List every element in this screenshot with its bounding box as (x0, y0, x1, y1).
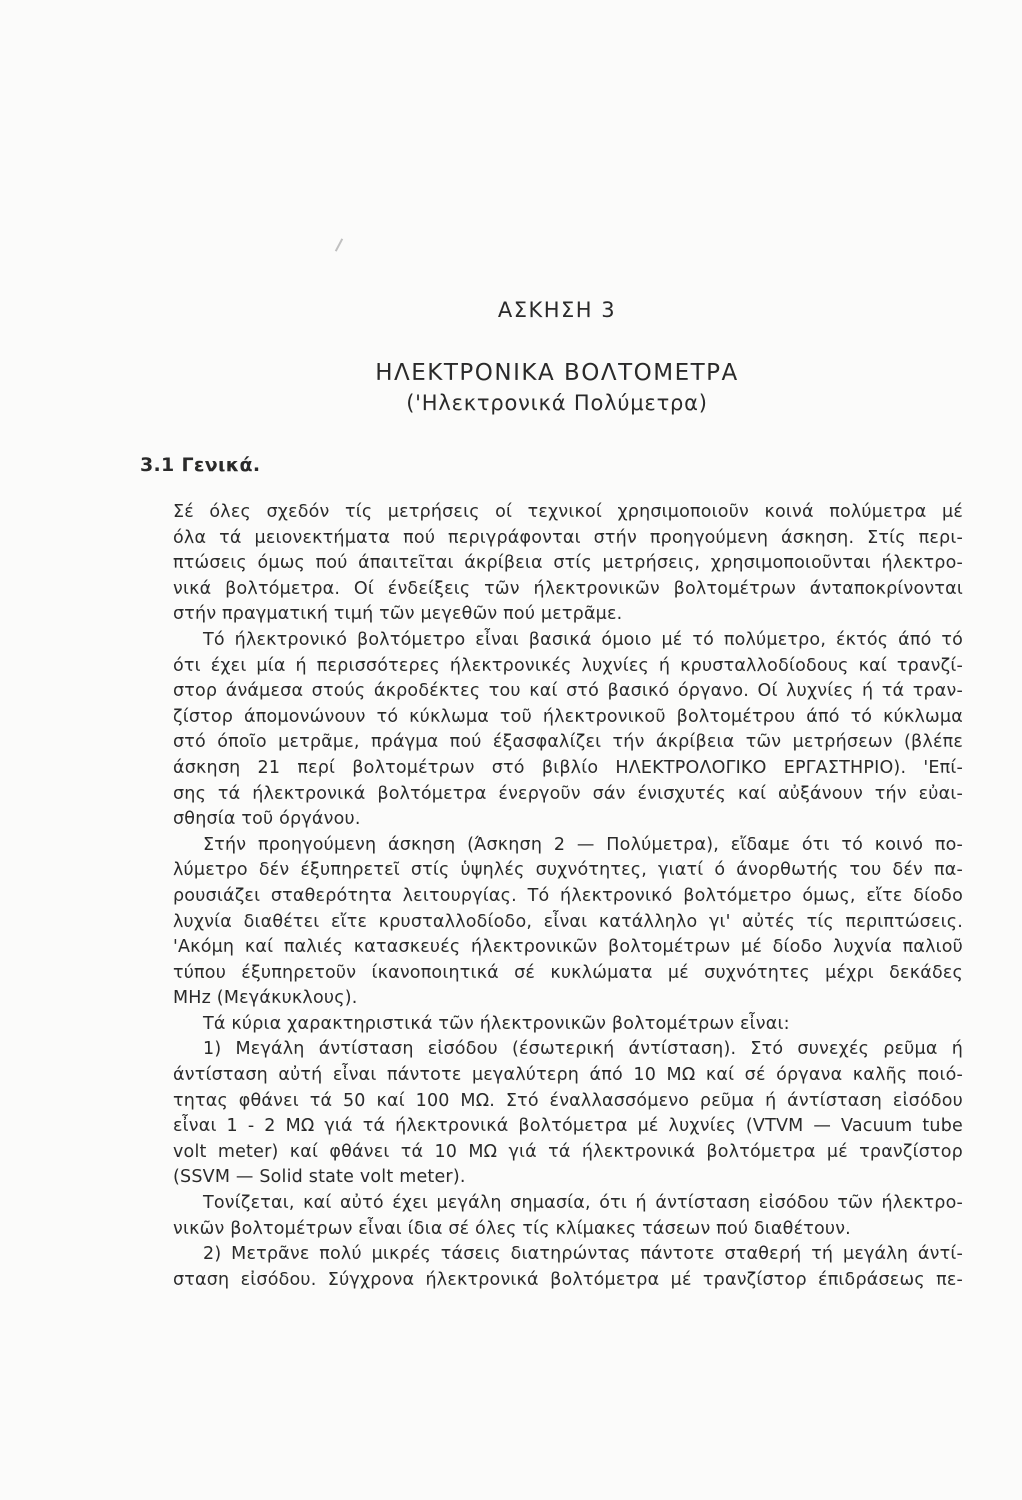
text-line: Τονίζεται, καί αὐτό έχει μεγάλη σημασία, ότι ή άντίσταση εἰσόδου τῶν ήλεκτρο- (203, 1193, 963, 1214)
text-line: νικῶν βολτομέτρων εἶναι ίδια σέ όλες τίς κλίμακες τάσεων πού διαθέτουν. (173, 1218, 851, 1239)
text-line: ζίστορ άπομονώνουν τό κύκλωμα τοῦ ήλεκτρονικοῦ βολτομέτρου άπό τό κύκλωμα (173, 706, 963, 727)
page-title: ΗΛΕΚΤΡΟΝΙΚΑ ΒΟΛΤΟΜΕΤΡΑ (375, 360, 739, 386)
text-line: (SSVM — Solid state volt meter). (173, 1167, 466, 1188)
text-line: ρουσιάζει σταθερότητα λειτουργίας. Τό ήλεκτρονικό βολτόμετρο όμως, εἴτε δίοδο (173, 885, 963, 906)
section-heading: 3.1 Γενικά. (140, 454, 261, 476)
text-line: σθησία τοῦ όργάνου. (173, 809, 361, 830)
text-line: 2) Μετρᾶνε πολύ μικρές τάσεις διατηρώντας πάντοτε σταθερή τή μεγάλη άντί- (203, 1244, 963, 1265)
text-line: πτώσεις όμως πού άπαιτεῖται άκρίβεια στίς μετρήσεις, χρησιμοποιοῦνται ήλεκτρο- (173, 553, 963, 574)
body-text (173, 500, 963, 1293)
text-line: νικά βολτόμετρα. Οί ένδείξεις τῶν ήλεκτρονικῶν βολτομέτρων άνταποκρίνονται (173, 578, 963, 599)
text-line: MHz (Μεγάκυκλους). (173, 988, 358, 1009)
text-line: λυχνία διαθέτει εἴτε κρυσταλλοδίοδο, εἶναι κατάλληλο γι' αὐτές τίς περιπτώσεις. (173, 911, 963, 932)
text-line: Τό ήλεκτρονικό βολτόμετρο εἶναι βασικά όμοιο μέ τό πολύμετρο, έκτός άπό τό (203, 629, 963, 650)
text-line: ότι έχει μία ή περισσότερες ήλεκτρονικές λυχνίες ή κρυσταλλοδίοδους καί τρανζί- (173, 655, 963, 676)
text-line: τύπου έξυπηρετοῦν ίκανοποιητικά σέ κυκλώματα μέ συχνότητες μέχρι δεκάδες (173, 962, 963, 983)
text-line: 'Ακόμη καί παλιές κατασκευές ήλεκτρονικῶν βολτομέτρων μέ δίοδο λυχνία παλιοῦ (173, 937, 963, 958)
text-line: 1) Μεγάλη άντίσταση εἰσόδου (έσωτερική άντίσταση). Στό συνεχές ρεῦμα ή (203, 1039, 963, 1060)
text-line: στήν πραγματική τιμή τῶν μεγεθῶν πού μετρᾶμε. (173, 604, 623, 625)
text-line: Τά κύρια χαρακτηριστικά τῶν ήλεκτρονικῶν βολτομέτρων εἶναι: (203, 1013, 790, 1034)
text-line: εἶναι 1 - 2 ΜΩ γιά τά ήλεκτρονικά βολτόμετρα μέ λυχνίες (VTVM — Vacuum tube (173, 1116, 963, 1137)
text-line: άσκηση 21 περί βολτομέτρων στό βιβλίο ΗΛΕΚΤΡΟΛΟΓΙΚΟ ΕΡΓΑΣΤΗΡΙΟ). 'Επί- (173, 757, 963, 778)
text-line: σταση εἰσόδου. Σύγχρονα ήλεκτρονικά βολτόμετρα μέ τρανζίστορ έπιδράσεως πε- (173, 1269, 963, 1290)
text-line: όλα τά μειονεκτήματα πού περιγράφονται στήν προηγούμενη άσκηση. Στίς περι- (173, 527, 963, 548)
page-subtitle: ('Ηλεκτρονικά Πολύμετρα) (406, 391, 708, 415)
text-line: volt meter) καί φθάνει τά 10 ΜΩ γιά τά ήλεκτρονικά βολτόμετρα μέ τρανζίστορ (173, 1141, 963, 1162)
text-line: Στήν προηγούμενη άσκηση (Άσκηση 2 — Πολύμετρα), εἴδαμε ότι τό κοινό πο- (203, 834, 963, 855)
stray-pen-mark (335, 238, 343, 251)
text-line: σης τά ήλεκτρονικά βολτόμετρα ένεργοῦν σάν ένισχυτές καί αὐξάνουν τήν εὐαι- (173, 783, 963, 804)
text-line: τητας φθάνει τά 50 καί 100 ΜΩ. Στό έναλλασσόμενο ρεῦμα ή άντίσταση εἰσόδου (173, 1090, 963, 1111)
text-line: λύμετρο δέν έξυπηρετεῖ στίς ὑψηλές συχνότητες, γιατί ό άνορθωτής του δέν πα- (173, 860, 963, 881)
text-line: Σέ όλες σχεδόν τίς μετρήσεις οί τεχνικοί χρησιμοποιοῦν κοινά πολύμετρα μέ (173, 502, 963, 522)
text-line: άντίσταση αὐτή εἶναι πάντοτε μεγαλύτερη άπό 10 ΜΩ καί σέ όργανα καλῆς ποιό- (173, 1065, 963, 1086)
text-line: στορ άνάμεσα στούς άκροδέκτες του καί στό βασικό όργανο. Οί λυχνίες ή τά τραν- (173, 681, 963, 702)
exercise-number: ΑΣΚΗΣΗ 3 (497, 298, 617, 322)
text-line: στό όποῖο μετρᾶμε, πράγμα πού έξασφαλίζει τήν άκρίβεια τῶν μετρήσεων (βλέπε (173, 732, 963, 753)
